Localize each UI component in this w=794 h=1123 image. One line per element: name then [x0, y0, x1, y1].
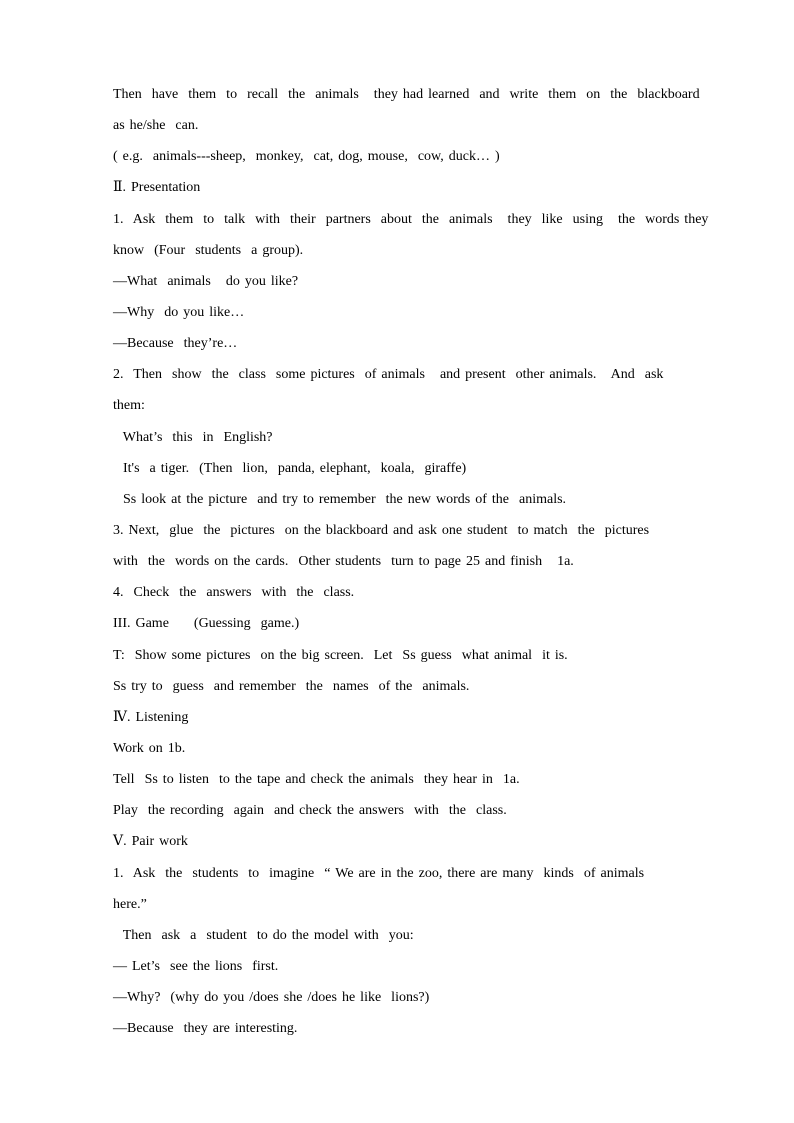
text-line: with the words on the cards. Other students turn to page 25 and finish 1a. — [113, 554, 574, 570]
text-line: 1. Ask them to talk with their partners about the animals they like using the words they — [113, 211, 709, 227]
dialogue-line: —Because they are interesting. — [113, 1021, 298, 1037]
text-line: ( e.g. animals---sheep, monkey, cat, dog, mouse, cow, duck… ) — [113, 149, 500, 165]
dialogue-line: — Let’s see the lions first. — [113, 958, 279, 974]
text-line: Play the recording again and check the answers with the class. — [113, 803, 507, 819]
text-line: Tell Ss to listen to the tape and check the animals they hear in 1a. — [113, 772, 520, 788]
text-line: as he/she can. — [113, 118, 199, 134]
section-heading-presentation: Ⅱ. Presentation — [113, 180, 201, 196]
text-line: 2. Then show the class some pictures of animals and present other animals. And ask — [113, 367, 664, 383]
dialogue-line: —Why? (why do you /does she /does he like lions?) — [113, 990, 430, 1006]
text-line: 3. Next, glue the pictures on the blackboard and ask one student to match the pictures — [113, 522, 650, 538]
text-line: Then ask a student to do the model with you: — [113, 927, 414, 943]
dialogue-line: It's a tiger. (Then lion, panda, elephant, koala, giraffe) — [113, 460, 467, 476]
dialogue-line: —What animals do you like? — [113, 273, 299, 289]
text-line: here.” — [113, 896, 147, 912]
text-line: Ss look at the picture and try to remember the new words of the animals. — [113, 491, 567, 507]
section-heading-listening: Ⅳ. Listening — [113, 709, 189, 725]
document-body — [113, 79, 709, 1044]
text-line: 1. Ask the students to imagine “ We are in the zoo, there are many kinds of animals — [113, 865, 645, 881]
dialogue-line: —Because they’re… — [113, 336, 238, 352]
text-line: Then have them to recall the animals they had learned and write them on the blackboard — [113, 87, 700, 102]
text-line: Work on 1b. — [113, 740, 186, 756]
dialogue-line: What’s this in English? — [113, 429, 273, 445]
text-line: them: — [113, 398, 145, 414]
text-line: Ss try to guess and remember the names of the animals. — [113, 678, 470, 694]
dialogue-line: —Why do you like… — [113, 304, 245, 320]
section-heading-game: III. Game (Guessing game.) — [113, 616, 300, 632]
text-line: know (Four students a group). — [113, 242, 304, 258]
section-heading-pair-work: Ⅴ. Pair work — [113, 834, 188, 850]
text-line: 4. Check the answers with the class. — [113, 585, 355, 601]
text-line: T: Show some pictures on the big screen. Let Ss guess what animal it is. — [113, 647, 568, 663]
